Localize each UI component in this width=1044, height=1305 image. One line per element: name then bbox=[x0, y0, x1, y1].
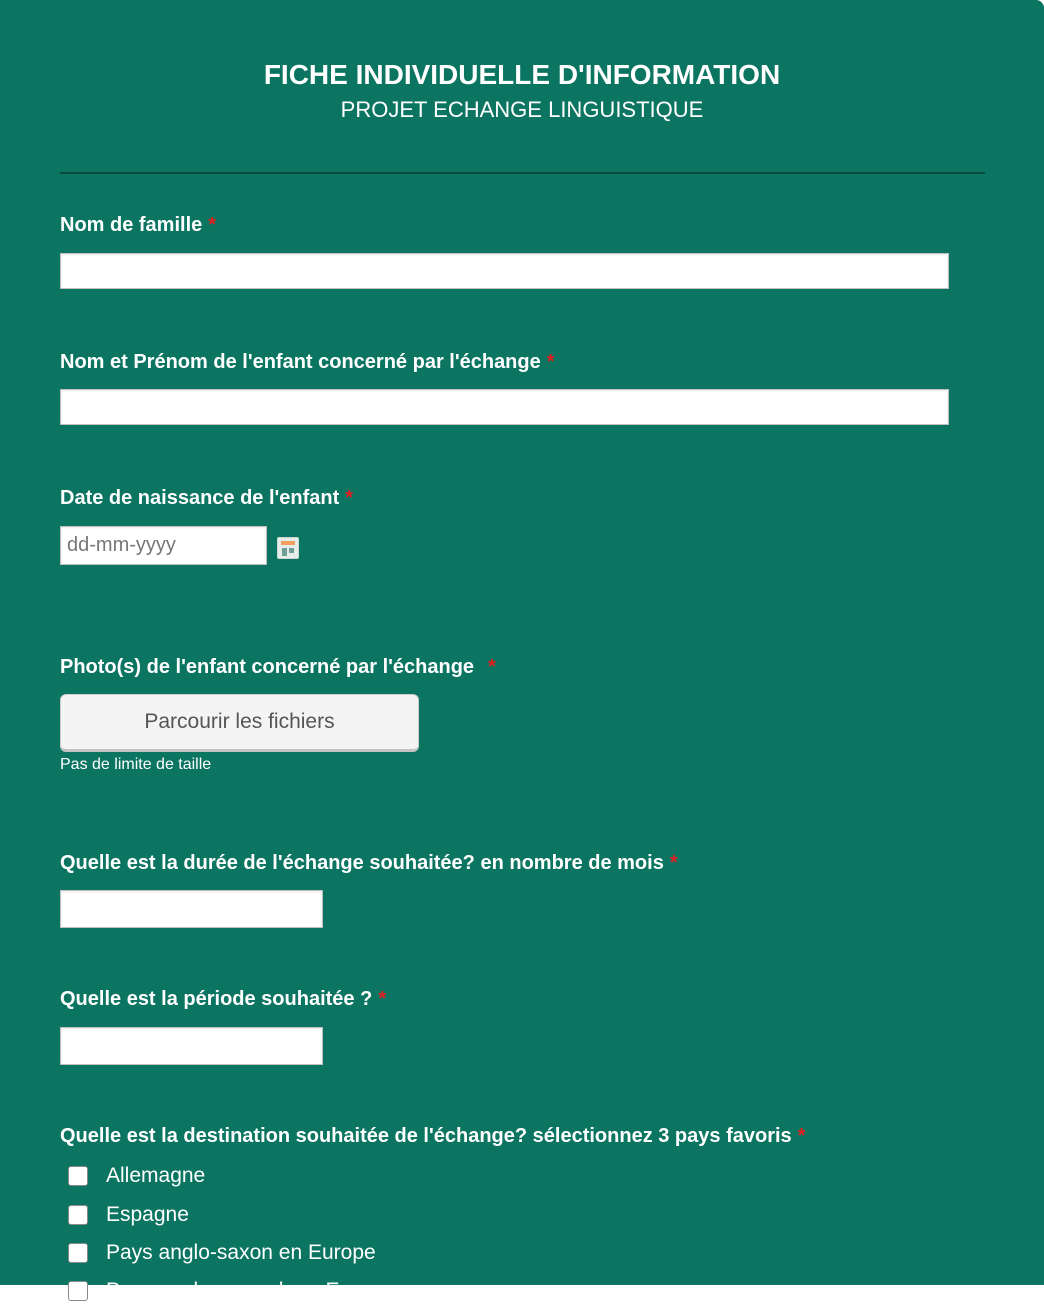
photos-label-text: Photo(s) de l'enfant concerné par l'échange bbox=[60, 656, 475, 678]
destination-option-anglo-saxon-hors-europe[interactable] bbox=[68, 1277, 393, 1305]
destination-option-espagne[interactable] bbox=[68, 1201, 189, 1229]
file-size-hint: Pas de limite de taille bbox=[60, 756, 212, 773]
header-divider bbox=[60, 172, 985, 174]
option-label: Pays anglo-saxon en Europe bbox=[106, 1241, 376, 1264]
required-asterisk: * bbox=[669, 852, 678, 874]
option-label: Pays anglo-saxon hors Europe bbox=[106, 1279, 394, 1302]
browse-files-button[interactable]: Parcourir les fichiers bbox=[60, 694, 419, 752]
checkbox[interactable] bbox=[68, 1281, 88, 1301]
form-header bbox=[0, 58, 1044, 124]
birth-date-label bbox=[60, 485, 353, 511]
calendar-cell bbox=[282, 553, 287, 556]
calendar-header-bar bbox=[281, 541, 295, 545]
calendar-icon[interactable] bbox=[277, 537, 299, 559]
destination-option-anglo-saxon-europe[interactable] bbox=[68, 1239, 376, 1267]
required-asterisk: * bbox=[797, 1125, 806, 1147]
required-asterisk: * bbox=[208, 214, 217, 236]
child-name-label bbox=[60, 349, 555, 375]
birth-date-input[interactable] bbox=[60, 526, 267, 565]
last-name-input[interactable] bbox=[60, 253, 949, 289]
required-asterisk: * bbox=[378, 988, 387, 1010]
calendar-cell bbox=[289, 548, 294, 553]
last-name-label bbox=[60, 212, 216, 238]
photos-label bbox=[60, 654, 496, 680]
checkbox[interactable] bbox=[68, 1205, 88, 1225]
birth-date-label-text: Date de naissance de l'enfant bbox=[60, 487, 340, 509]
period-input[interactable] bbox=[60, 1027, 323, 1065]
child-name-input[interactable] bbox=[60, 389, 949, 425]
duration-input[interactable] bbox=[60, 890, 323, 928]
destination-option-allemagne[interactable] bbox=[68, 1162, 205, 1190]
required-asterisk: * bbox=[345, 487, 354, 509]
period-label-text: Quelle est la période souhaitée ? bbox=[60, 988, 373, 1010]
destination-label-text: Quelle est la destination souhaitée de l'échange? sélectionnez 3 pays favoris bbox=[60, 1125, 792, 1147]
form-title: FICHE INDIVIDUELLE D'INFORMATION bbox=[263, 59, 781, 90]
child-name-label-text: Nom et Prénom de l'enfant concerné par l'échange bbox=[60, 351, 541, 373]
required-asterisk: * bbox=[488, 656, 496, 678]
duration-label bbox=[60, 850, 678, 876]
period-label bbox=[60, 986, 386, 1012]
checkbox[interactable] bbox=[68, 1166, 88, 1186]
duration-label-text: Quelle est la durée de l'échange souhaitée? en nombre de mois bbox=[60, 852, 664, 874]
checkbox[interactable] bbox=[68, 1243, 88, 1263]
destination-label bbox=[60, 1123, 805, 1149]
option-label: Espagne bbox=[106, 1203, 189, 1226]
required-asterisk: * bbox=[546, 351, 555, 373]
option-label: Allemagne bbox=[106, 1164, 206, 1187]
last-name-label-text: Nom de famille bbox=[60, 214, 203, 236]
form-subtitle: PROJET ECHANGE LINGUISTIQUE bbox=[340, 97, 704, 122]
